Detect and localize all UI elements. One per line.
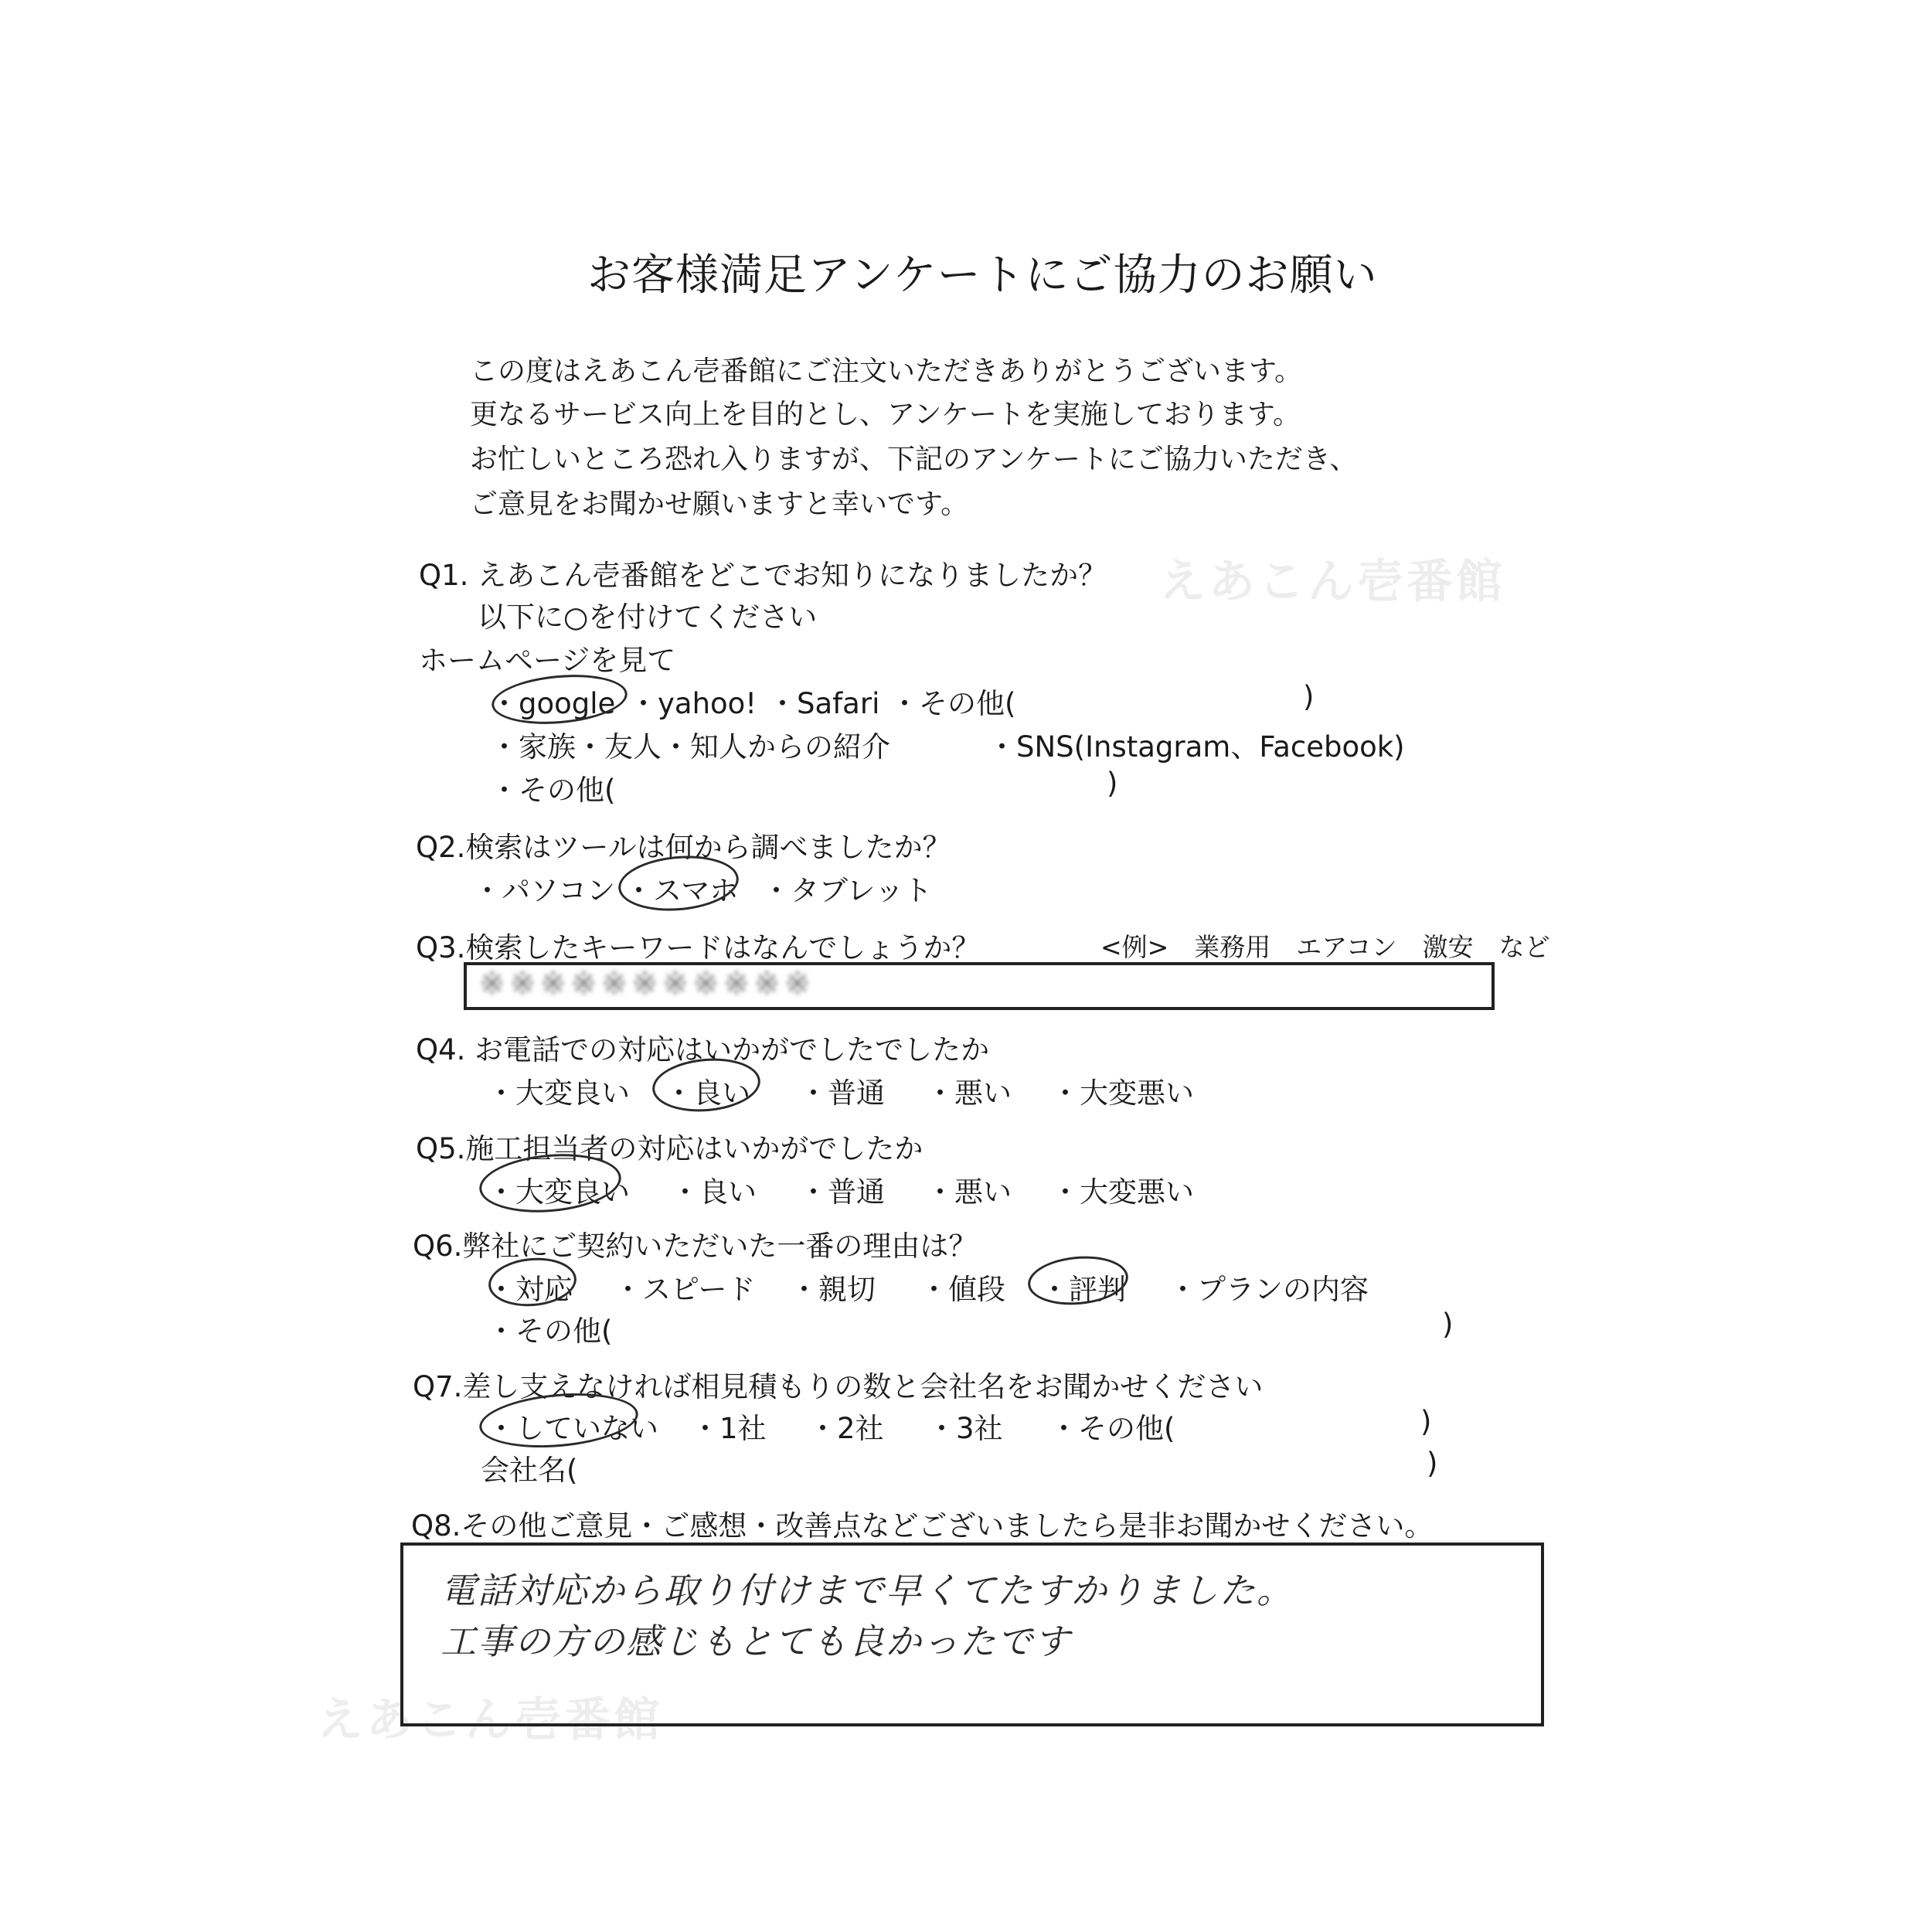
q1-opt-other[interactable]: ・その他( (890, 687, 1016, 720)
q7-label: Q7.差し支えなければ相見積もりの数と会社名をお聞かせください (413, 1370, 1264, 1403)
q7-opt-none[interactable]: ・していない (487, 1412, 658, 1445)
q4-opt-very-good[interactable]: ・大変良い (487, 1077, 630, 1110)
q2-opt-tablet[interactable]: ・タブレット (762, 874, 933, 907)
q7-opt-3[interactable]: ・3社 (927, 1412, 1003, 1445)
intro-line-1: この度はえあこん壱番館にご注文いただきありがとうございます。 (470, 355, 1303, 387)
q1-other2-close: ) (1107, 767, 1118, 800)
q1-opt-referral[interactable]: ・家族・友人・知人からの紹介 (490, 730, 890, 764)
q6-label: Q6.弊社にご契約いただいた一番の理由は？ (413, 1230, 978, 1263)
q1-label: Q1. えあこん壱番館をどこでお知りになりましたか？ (419, 559, 1107, 592)
q6-opt-price[interactable]: ・値段 (920, 1273, 1005, 1306)
q5-opt-very-bad[interactable]: ・大変悪い (1051, 1175, 1194, 1209)
q1-sub: 以下に○を付けてください (478, 600, 818, 634)
q2-opt-smartphone[interactable]: ・スマホ (624, 874, 739, 907)
q6-opt-response[interactable]: ・対応 (487, 1273, 573, 1306)
q8-answer-line-2: 工事の方の感じもとても良かったです (440, 1621, 1071, 1662)
q7-opt-2[interactable]: ・2社 (808, 1412, 884, 1445)
page-title: お客様満足アンケートにご協力のお願い (587, 250, 1378, 301)
q4-opt-bad[interactable]: ・悪い (926, 1077, 1012, 1110)
q6-opt-plan[interactable]: ・プランの内容 (1168, 1273, 1369, 1306)
intro-line-4: ご意見をお聞かせ願いますと幸いです。 (470, 488, 969, 520)
q2-opt-pc[interactable]: ・パソコン (473, 874, 616, 907)
q6-opt-kindness[interactable]: ・親切 (790, 1273, 876, 1306)
q3-answer: ※※※※※※※※※※※ (479, 966, 815, 1002)
watermark-bottom: えあこん壱番館 (317, 1693, 663, 1747)
q4-opt-good[interactable]: ・良い (665, 1077, 750, 1110)
q3-label: Q3.検索したキーワードはなんでしょうか？ (416, 931, 981, 964)
q1-opt-yahoo[interactable]: ・yahoo! (629, 687, 757, 720)
q6-other[interactable]: ・その他( (487, 1315, 613, 1348)
q1-opt-google[interactable]: ・google (490, 687, 616, 720)
q1-opt-sns[interactable]: ・SNS(Instagram、Facebook) (988, 730, 1405, 764)
q7-opt-other[interactable]: ・その他( (1049, 1412, 1175, 1445)
q5-opt-very-good[interactable]: ・大変良い (487, 1175, 630, 1209)
q4-opt-very-bad[interactable]: ・大変悪い (1051, 1077, 1194, 1110)
q7-company-close: ) (1427, 1447, 1438, 1480)
q8-label: Q8.その他ご意見・ご感想・改善点などございましたら是非お聞かせください。 (411, 1509, 1434, 1543)
q3-example: <例> 業務用 エアコン 激安 など (1100, 932, 1550, 962)
q6-other-close: ) (1442, 1308, 1454, 1341)
q6-opt-reputation[interactable]: ・評判 (1040, 1273, 1126, 1306)
q1-opt-other-close: ) (1303, 680, 1315, 713)
q1-opt-safari[interactable]: ・Safari (768, 687, 880, 720)
intro-line-3: お忙しいところ恐れ入りますが、下記のアンケートにご協力いただき、 (470, 444, 1358, 475)
q7-opt-1[interactable]: ・1社 (691, 1412, 767, 1445)
q7-opt-other-close: ) (1420, 1405, 1432, 1438)
q5-opt-bad[interactable]: ・悪い (926, 1175, 1012, 1209)
watermark-top: えあこん壱番館 (1159, 555, 1505, 609)
q4-label: Q4. お電話での対応はいかがでしたでしたか (416, 1033, 990, 1066)
q4-opt-normal[interactable]: ・普通 (799, 1077, 885, 1110)
q8-answer-line-1: 電話対応から取り付けまで早くてたすかりました。 (440, 1570, 1294, 1611)
intro-line-2: 更なるサービス向上を目的とし、アンケートを実施しております。 (470, 399, 1301, 430)
q1-homepage: ホームページを見て (419, 644, 676, 677)
q6-opt-speed[interactable]: ・スピード (614, 1273, 756, 1306)
q5-opt-good[interactable]: ・良い (671, 1175, 757, 1209)
q7-company[interactable]: 会社名( (481, 1454, 578, 1487)
q1-other2[interactable]: ・その他( (490, 774, 616, 807)
q2-label: Q2.検索はツールは何から調べましたか？ (416, 831, 951, 864)
q5-label: Q5.施工担当者の対応はいかがでしたか (416, 1132, 923, 1165)
q5-opt-normal[interactable]: ・普通 (799, 1175, 885, 1209)
